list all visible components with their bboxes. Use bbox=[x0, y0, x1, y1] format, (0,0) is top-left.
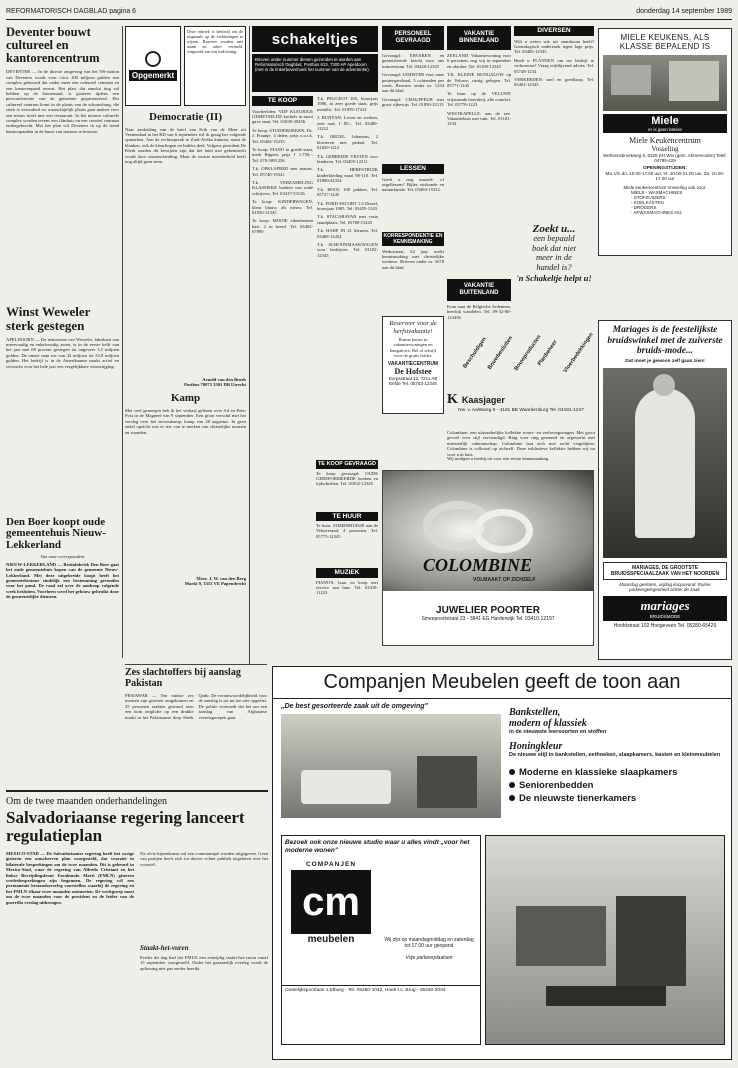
cabinet-shape bbox=[516, 906, 606, 966]
classified-ad: Gevraagd: LEIDSTER voor onze peuterspeelzaal, 3 ochtenden per week. Reacties onder nr. 1234 aan dit blad. bbox=[382, 72, 444, 94]
sofa-shape bbox=[301, 770, 391, 804]
classified-ad: Gevraagd: ERVAREN en gemotiveerde kracht voor ons tuincentrum. Tel. 03420-12345 bbox=[382, 53, 444, 69]
vakantie-buitenland-ad: Kom naar de Belgische Ardennen, heerlijk wandelen. Tel. 09-32-80-123456 bbox=[447, 304, 511, 320]
kaasjager-tab: Planbeheer bbox=[536, 339, 559, 367]
miele-place: Vosseling bbox=[651, 145, 679, 153]
classified-ad: T.k. OPKLAPBED met matras. Tel. 05740-19341 bbox=[252, 166, 313, 177]
classified-ad: Biedt u PLANNEN om uw bedrijf te verbouwen? Vraag vrijblijvend advies. Tel. 05748-1234 bbox=[514, 57, 594, 74]
mariages-logo-sub: BRUIDSMODE bbox=[649, 613, 681, 619]
classified-ad: Te koop: STUDIEBOEKEN, Ds. J. Fraanje, 4 delen, prijs n.o.t.k. Tel. 03404-15233 bbox=[252, 127, 313, 144]
kaasjager-tab: Vloerbedekkingen bbox=[562, 331, 595, 375]
divider bbox=[122, 26, 123, 658]
classified-ad: T.k. GEBREIDE VESTEN voor kinderen. Tel. 03405-12211 bbox=[317, 153, 378, 165]
letter-kamp: Met veel genoegen heb ik het verhaal gelezen over Ad en Peter Post in de Magneet van 9 september. Een groot verschil met het verslag over het sterrenkamp, kamp van 28 augustus. In geen enkel opzicht was er iets van te merken van christelijke normen en waarden. bbox=[125, 407, 246, 435]
classified-ad: T.k. STACARAVAN met vaste standplaats. Tel. 05780-11445 bbox=[317, 214, 378, 225]
divider bbox=[125, 664, 267, 665]
companjen-bullet: Seniorenbedden bbox=[519, 779, 594, 791]
miele-tagline: er is geen betere bbox=[648, 127, 682, 132]
classified-ad: T.k. HERFSTRUIK kinderkleding maat 98-110. Tel. 01800-22334 bbox=[317, 167, 378, 184]
article-den-boer: NIEUW-LEKKERLAND — Bruinfabriek Den Boer gaat het oude gemeentehuis kopen van de gemeente Nieuw-Lekkerland. Met deze uitgebreide koopt heeft het gemeentebestuur eindelijk een bestemming gevonden voor het pand. De raad zal over de aankoop volgende week besluiten. Voorheen werd het gebouw gebruikt door de gemeentelijke diensten. bbox=[6, 561, 119, 600]
companjen-b1c: in de nieuwste leersoorten en stoffen bbox=[509, 729, 607, 735]
kaasjager-tab: Beschuldigen bbox=[462, 336, 488, 370]
divider bbox=[249, 26, 250, 664]
miele-ad bbox=[598, 28, 732, 256]
poorter-name: JUWELIER POORTER bbox=[436, 605, 540, 616]
companjen-visit: Bezoek ook onze nieuwe studio waar u alles vindt „voor het moderne wonen" bbox=[285, 839, 470, 854]
zoekt-cta: 'n Schakeltje helpt u! bbox=[516, 273, 592, 283]
mariages-event: MARIAGES, DE GROOTSTE BRUIDSSPECIAALZAAK VAN HET NOORDEN bbox=[603, 562, 727, 580]
article-deventer: DEVENTER — In de directe omgeving van het NS-station van Deventer wordt voor circa 100 miljoen gulden een complex gebouwd dat onder meer een cultureel centrum en een kantorenpand omvat. Het plan, dat aanslui ting zal hebben op de binnenstad, is gisteren tijdens een persconferentie van de gemeente gepresenteerd. Het cultureel centrum komt in de plaats van de schouwburg, die sterk is verouderd en waarschijnlijk plaats gaat maken voor een nieuw hotel met een restaurant. In het nieuwe culturele complex worden tevens een filmhuis en een creatief centrum ondergebracht. Met het plan wil Deventer in op de trend kantoorpanden in de buurt van stations te bouwen. bbox=[6, 69, 119, 134]
headline-kamp: Kamp bbox=[170, 392, 201, 405]
letter2-address: Markt 9, 3353 VE Papendrecht bbox=[184, 581, 246, 587]
classified-ad: VERKERIJEN: snel en goedkoop. Tel. 03402-12345 bbox=[514, 76, 594, 88]
tkg-ad: Te koop gevraagd: OUDE GEREFORMEERDE boeken en tijdschriften. Tel. 01832-12345 bbox=[316, 470, 378, 487]
companjen-b2b: De nieuwe stijl in bankstellen, eethoeken, slaapkamers, kasten en kleinmeubelen bbox=[509, 752, 721, 758]
letter-signature: Arnold van den Broek bbox=[202, 376, 246, 382]
companjen-headline: Companjen Meubelen geeft de toon aan bbox=[273, 667, 731, 699]
lessen-header: LESSEN bbox=[382, 164, 444, 174]
miele-list-item: MIELE - WASMACHINES bbox=[631, 189, 683, 195]
salvador-subhead: Staakt-het-vuren bbox=[140, 944, 189, 952]
headline-deventer: Deventer bouwt cultureel en kantorencentrum bbox=[6, 26, 100, 66]
living-room-photo bbox=[281, 714, 501, 818]
vakantie-column bbox=[447, 26, 511, 326]
miele-list-item: - KOELKASTEN bbox=[631, 200, 664, 206]
cabinet-shape bbox=[611, 65, 651, 95]
te-huur-header: TE HUUR bbox=[316, 512, 378, 522]
letter-democratie: Naar aanleiding van de brief van Erik van de Meer uit Veenendaal in het RD van 6 september wil ik graag het volgende opmerken. Aan de rechtsspraak in Zuid-Afrika kunnen, naast de blanken, ook de kleurlingen en Indiërs deel. Volgens president De Klerk zouden dit bewijzen zijn dat het land niet gekenmerkt wordt door rassenscheiding. Maar de zwarte meerderheid heeft nog altijd geen stem. bbox=[125, 126, 246, 164]
schakeltjes-logo: schakeltjes bbox=[252, 26, 378, 52]
divider bbox=[6, 790, 268, 792]
zoekt-u-ad bbox=[514, 222, 594, 284]
miele-list bbox=[603, 190, 727, 216]
table-shape bbox=[546, 986, 666, 1006]
cabinet-shape bbox=[669, 61, 719, 101]
headline-den-boer: Den Boer koopt oude gemeentehuis Nieuw-Lekkerland bbox=[6, 515, 106, 551]
mariages-event-2: Maandag gesloten, vrijdag koopavond. Ruime parkeergelegenheid achter de zaak. bbox=[619, 581, 711, 592]
mariages-ad bbox=[598, 320, 732, 660]
header-date: donderdag 14 september 1989 bbox=[636, 8, 732, 15]
diversen-column bbox=[514, 26, 594, 326]
headline-pakistan: Zes slachtoffers bij aanslag Pakistan bbox=[125, 668, 241, 689]
colombine-text bbox=[447, 430, 595, 464]
zoekt-line: meer in de bbox=[536, 252, 572, 262]
lessen-ad: Geeft u nog muziek- of orgellessen? Bijles wiskunde en natuurkunde. Tel. 03404-15332 bbox=[382, 176, 444, 193]
poorter-address: Smeepoortstraat 23 - 3841 EG Harderwijk Tel. 03410-12197 bbox=[421, 616, 555, 622]
headline-weweler: Winst Weweler sterk gestegen bbox=[6, 304, 91, 334]
companjen-address: Oostelijkspoorlaan 1 Elburg - Tel. 05250-1042, Hoek t.o. Brug - 05250-2034 bbox=[282, 985, 480, 995]
colombine-cta: Wij nodigen u hierbij uit voor een eerste kennismaking. bbox=[447, 456, 550, 461]
kaasjager-k-icon: K bbox=[447, 392, 458, 407]
opgemerkt-intro: Deze rubriek is bedoeld om de nogmaals op de verkiezingen te wijzen. Reacties worden met naam en adres vermeld, vergezeld van een toelichting. bbox=[184, 26, 246, 106]
diversen-header: DIVERSEN bbox=[514, 26, 594, 36]
ring-shape bbox=[473, 509, 533, 553]
companjen-ad bbox=[272, 666, 732, 1060]
colombine-logo: COLOMBINE bbox=[423, 555, 533, 575]
reserveer-ad bbox=[382, 316, 444, 414]
korrespondentie-header: KORRESPONDENTIE EN KENNISMAKING bbox=[383, 232, 443, 245]
miele-headline: MIELE KEUKENS, ALS KLASSE BEPALEND IS bbox=[619, 33, 711, 51]
zoekt-line: een bepaald bbox=[533, 233, 575, 243]
companjen-parking: Vrije parkeerplaatsen bbox=[405, 955, 453, 961]
header-left: REFORMATORISCH DAGBLAD pagina 6 bbox=[6, 8, 137, 15]
companjen-quote: „De best gesorteerde zaak uit de omgeving" bbox=[281, 703, 428, 710]
mariages-logo-block bbox=[603, 596, 727, 621]
miele-list-title: Miele keukencentrum Vosseling ook voor: bbox=[623, 184, 707, 190]
mariages-sub: Dat moet je gewoon zelf gaan zien! bbox=[625, 358, 705, 364]
colombine-sub: VOLMAAKT OP ZICHZELF bbox=[473, 577, 536, 583]
companjen-logo-top: COMPANJEN bbox=[305, 861, 357, 868]
companjen-b1b: modern of klassiek bbox=[509, 718, 587, 729]
classified-ad: Voorbeelden: VIJF KLEURIGE GEMETSELDE kachels in mooi gave staat. Tel. 01830-30456 bbox=[252, 108, 313, 125]
bride-head-shape bbox=[653, 374, 675, 396]
kaasjager-name: Kaasjager bbox=[461, 395, 505, 405]
companjen-logo-mark: cm bbox=[291, 870, 371, 934]
zoekt-line: handel is? bbox=[536, 261, 572, 272]
pen-icon bbox=[145, 51, 161, 67]
classified-ad: T.k. HARP IN 21 kleuren. Tel. 03468-12454 bbox=[317, 228, 378, 239]
kitchen-photo bbox=[603, 55, 727, 111]
companjen-b2: Honingkleur bbox=[509, 741, 563, 752]
salvador-body: MEXICO-STAD — De Salvadoriaanse regering heeft het vorige gisteren een omschreven plan voorgesteld, dat voorziet in bilaterale besprekingen om de twee maanden. Dit is gebeurd in Mexico-Stad, waar de regering van Alfredo Cristiani en het linkse Bevrijdingsfront Farabundo Martí (FMLN) gisteren vredesbesprekingen zijn begonnen. De regering wil een permanente bestandsoverleg voorstellen waarbij de regering en het FMLN elkaar twee maanden ontmoeten. De werkgroep moet om de twee maanden voor de president en de leider van de guerrilla verslag uitbrengen. bbox=[6, 851, 134, 905]
classified-ad: Te koop: KINDERWAGEN, kleur blauw, als nieuw. Tel. 01850-12345 bbox=[252, 199, 313, 215]
mariages-headline: Mariages is de feestelijkste bruidswinkel met de zuiverste bruids-mode... bbox=[607, 325, 723, 356]
reserveer-title: Reserveer voor de herfstvakantie! bbox=[389, 320, 437, 335]
hofstee-name: De Hofstee bbox=[394, 366, 432, 376]
personeel-list bbox=[382, 53, 444, 161]
letter2-signature: Mevr. J. W. van den Berg bbox=[196, 575, 246, 581]
hofstee-address: Dorpsstraat 12, 7211 AB Eefde Tel. 05753-12345 bbox=[388, 375, 438, 386]
classified-ad: T.k. ORGEL, Johannus, 2 klavieren met pedaal. Tel. 01829-1212 bbox=[317, 134, 378, 151]
classified-ad: T.k. HOOI, 100 pakken. Tel. 05727-1245 bbox=[317, 186, 378, 198]
schakeltjes-intro: Brieven onder nummer dienen gezonden te worden aan Reformatorisch Dagblad, Postbus 613, 7300 AP Apeldoorn (met in de linkerbovenhoek het nummer van de advertentie). bbox=[252, 54, 378, 92]
miele-hours-title: OPENINGSTIJDEN: bbox=[643, 165, 687, 171]
vakantiecentrum-label: VAKANTIECENTRUM bbox=[387, 360, 439, 367]
poorter-ad bbox=[382, 470, 594, 646]
bullet-icon bbox=[509, 769, 515, 775]
vakantie-buitenland-header: VAKANTIE BUITENLAND bbox=[447, 279, 511, 301]
article-salvador bbox=[6, 796, 268, 1060]
classified-ad: Gevraagd: CHAUFFEUR met groot rijbewijs. Tel. 01850-22113 bbox=[382, 96, 444, 108]
headline-democratie: Democratie (II) bbox=[149, 111, 222, 123]
classified-lower bbox=[316, 460, 378, 660]
kaasjager-tab: Bouwproducten bbox=[513, 334, 543, 372]
zoekt-line: Zoekt u... bbox=[532, 222, 576, 235]
classified-ad: Te huur op de VELUWE vrijstaande boerderij, alle comfort. Tel. 05778-1223 bbox=[447, 91, 511, 108]
kaasjager-tab: Bouwbesluiten bbox=[486, 335, 515, 371]
opgemerkt-banner bbox=[125, 26, 246, 106]
colombine-body: Colombine, een uitzonderlijke kollektie trouw- en verlovingsringen. Met groot gevoel voor stijl vervaardigd. Ring voor ring gesmeed en afgewerkt met meesterlijk vakmanschap. Colombine laat zich met recht vergelijken. Colombine is collosaal op zichzelf. Deze exklusieve kollektie hebben wij nu voor u in huis. bbox=[447, 430, 595, 456]
byline: Van onze correspondent bbox=[40, 554, 85, 560]
kaasjager-tabs bbox=[447, 330, 595, 392]
headline-salvador: Salvadoriaanse regering lanceert regulatieplan bbox=[6, 808, 245, 845]
dining-room-photo bbox=[485, 835, 725, 1045]
vakantie-list bbox=[447, 53, 511, 275]
miele-logo-block bbox=[603, 114, 727, 133]
letter-address: Postbus 70075 3501 DB Utrecht bbox=[184, 381, 246, 387]
companjen-bullet: Moderne en klassieke slaapkamers bbox=[519, 766, 678, 778]
column-1 bbox=[6, 26, 119, 658]
muziek-header: MUZIEK bbox=[316, 568, 378, 578]
column-2 bbox=[125, 26, 246, 664]
miele-list-item: - DROGERS bbox=[631, 205, 657, 211]
mariages-address: Hoofdstraat 102 Hoogeveen Tel. 05280-65429 bbox=[613, 622, 717, 629]
te-huur-ad: Te huur: ZOMERHUISJE aan de Veluwerand, 4 personen. Tel. 05775-12345 bbox=[316, 523, 378, 539]
bride-dress-shape bbox=[635, 388, 695, 538]
classified-ad: Te koop: PIANO in goede staat, merk Rippen, prijs ƒ 1.750,-. Tel. 070-3891236 bbox=[252, 146, 313, 163]
classified-ad: T.K. KLEINE BUNGALOW op de Veluwe, rustig gelegen. Tel. 05771-1245 bbox=[447, 72, 511, 89]
salvador-body-2: Na ofcie bijeenkomst zal een communiqué worden uitgegeven. Geen van partijen heeft zich tot dusver echter publiek uitgelaten over het voorstel. bbox=[140, 851, 268, 867]
diversen-list bbox=[514, 39, 594, 219]
kaasjager-address: Nw. v. Aalstweg 9 - 4181 BB Waardenburg Tel. 04181-1247 bbox=[458, 408, 584, 413]
classified-ad: J. BUNYAN: Leven en werken, zeer oud, ƒ 85,-. Tel. 03480-11212 bbox=[317, 115, 378, 132]
miele-list-item: - STOFZUIGERS bbox=[631, 194, 666, 200]
reserveer-body: Ruime keuze in vakantiewoningen en bungalows. Bel of schrijf voor de gratis folder. bbox=[389, 337, 437, 359]
companjen-b1: Bankstellen, bbox=[509, 707, 561, 718]
classified-ad: WESTKAPELLE: aan de zee. Vakantiehuis met tuin. Tel. 01181-1234 bbox=[447, 110, 511, 127]
classified-ad: T.k. PEUGEOT 205, bouwjaar 1986, in zeer goede staat, grijs metallic. Tel. 01859-17412 bbox=[317, 96, 378, 112]
korr-ad: Weduwnaar, 62 jaar, zoekt kennismaking met christelijke weduwe. Brieven onder nr. 5678 aan dit blad. bbox=[382, 248, 444, 270]
miele-logo: Miele bbox=[651, 115, 679, 127]
kaasjager-ad bbox=[447, 330, 595, 426]
miele-centre: Miele Keukencentrum bbox=[629, 136, 701, 145]
miele-hours: Ma. t/m do. 10.00-17.00 uur, Vr. 10.00-21.00 uur, Za. 10.00-17.00 uur bbox=[605, 170, 725, 182]
classified-ad: T.k. FORD ESCORT 1.6 Diesel, bouwjaar 1985. Tel. 03455-1243 bbox=[317, 200, 378, 211]
salvador-kicker: Om de twee maanden onderhandelingen bbox=[6, 796, 168, 807]
companjen-logo-bottom: meubelen bbox=[307, 934, 355, 945]
article-pakistan bbox=[125, 668, 267, 786]
muziek-ad: PIANO'S, huur en koop met service aan huis. Tel. 03418-11223 bbox=[316, 579, 378, 596]
companjen-logo bbox=[286, 861, 376, 961]
opgemerkt-logo bbox=[125, 26, 181, 106]
companjen-open: Wij zijn op maandagmiddag en zaterdag tot 17.00 uur geopend bbox=[384, 937, 474, 949]
article-pakistan-body: PESJAWAR — Ten minste zes mensen zijn gisteren omgekomen en 25 personen raakten gewond toen een bom ontplofte op een drukke markt in het Pakistaanse dorp Sheik Qadir. De verantwoordelijkheid voor de aanslag is tot nu toe niet opgeëist. De politie vermoedt dat het om een aanslag van Afghaanse verzetsgroepen gaat. bbox=[125, 693, 267, 720]
companjen-studio-box bbox=[281, 835, 481, 1045]
classified-ad: ZEELAND. Vakantiewoning voor 6 personen, nog vrij in september en oktober. Tel. 01190-12345 bbox=[447, 53, 511, 69]
personeel-header: PERSONEEL GEVRAAGD bbox=[382, 26, 444, 50]
miele-list-item: - AFWASMACHINES enz. bbox=[631, 210, 683, 216]
bride-photo bbox=[603, 368, 727, 558]
companjen-bullet: De nieuwste tienerkamers bbox=[519, 792, 637, 804]
mariages-logo: mariages bbox=[640, 597, 690, 613]
classified-ad: Te koop: MOOIE eikenhouten kast, 2 m breed. Tel. 03402-67890 bbox=[252, 218, 313, 235]
bullet-icon bbox=[509, 795, 515, 801]
article-weweler: APELDOORN — De nettowinst van Weweler, fabrikant van meervoudig en enkelvoudig assen, is in de eerste helft van het jaar met 69 procent gestegen tot ongeveer 3,5 miljoen gulden. De omzet nam toe van 43 miljoen tot 53,8 miljoen gulden. Het bedrijf is in de Amerikaanse markt actief en verwacht voor het hele jaar een vergelijkbare winststijging. bbox=[6, 336, 119, 369]
page-header bbox=[6, 6, 732, 20]
vakantie-binnenland-header: VAKANTIE BINNENLAND bbox=[447, 26, 511, 50]
cabinet-shape bbox=[417, 756, 477, 808]
opgemerkt-title: Opgemerkt bbox=[129, 70, 177, 81]
miele-address: Wehsensbroekweg 5, 6325 KH Wei (gem. Ahrnemoden) Telef. 04785-429 bbox=[603, 153, 727, 164]
cabinet-shape bbox=[616, 896, 686, 986]
te-koop-header: TE KOOP bbox=[252, 96, 313, 106]
salvador-body-3: Eerder dit dag had het FMLN een eenzijdig staakt-het-vuren vanaf 15 september voorgesteld. Onder het gezamelijk overleg wordt de oplossing niet pas eerder bereikt. bbox=[140, 955, 268, 971]
zoekt-line: boek dat niet bbox=[532, 242, 576, 253]
classified-ad: T.k. SCHOONMAAKWAGEN voor bedrijven. Tel. 01182-12345 bbox=[317, 241, 378, 258]
classified-ad: Wilt u weten wie uw stamboom heeft? Genealogisch onderzoek tegen lage prijs. Tel. 03405-12345 bbox=[514, 38, 594, 55]
classified-ad: T.k. VERZAMELING KLASSIEKE boeken van oude schrijvers. Tel. 03417-53126 bbox=[252, 179, 313, 196]
te-koop-gevraagd-header: TE KOOP GEVRAAGD bbox=[316, 460, 378, 469]
bullet-icon bbox=[509, 782, 515, 788]
